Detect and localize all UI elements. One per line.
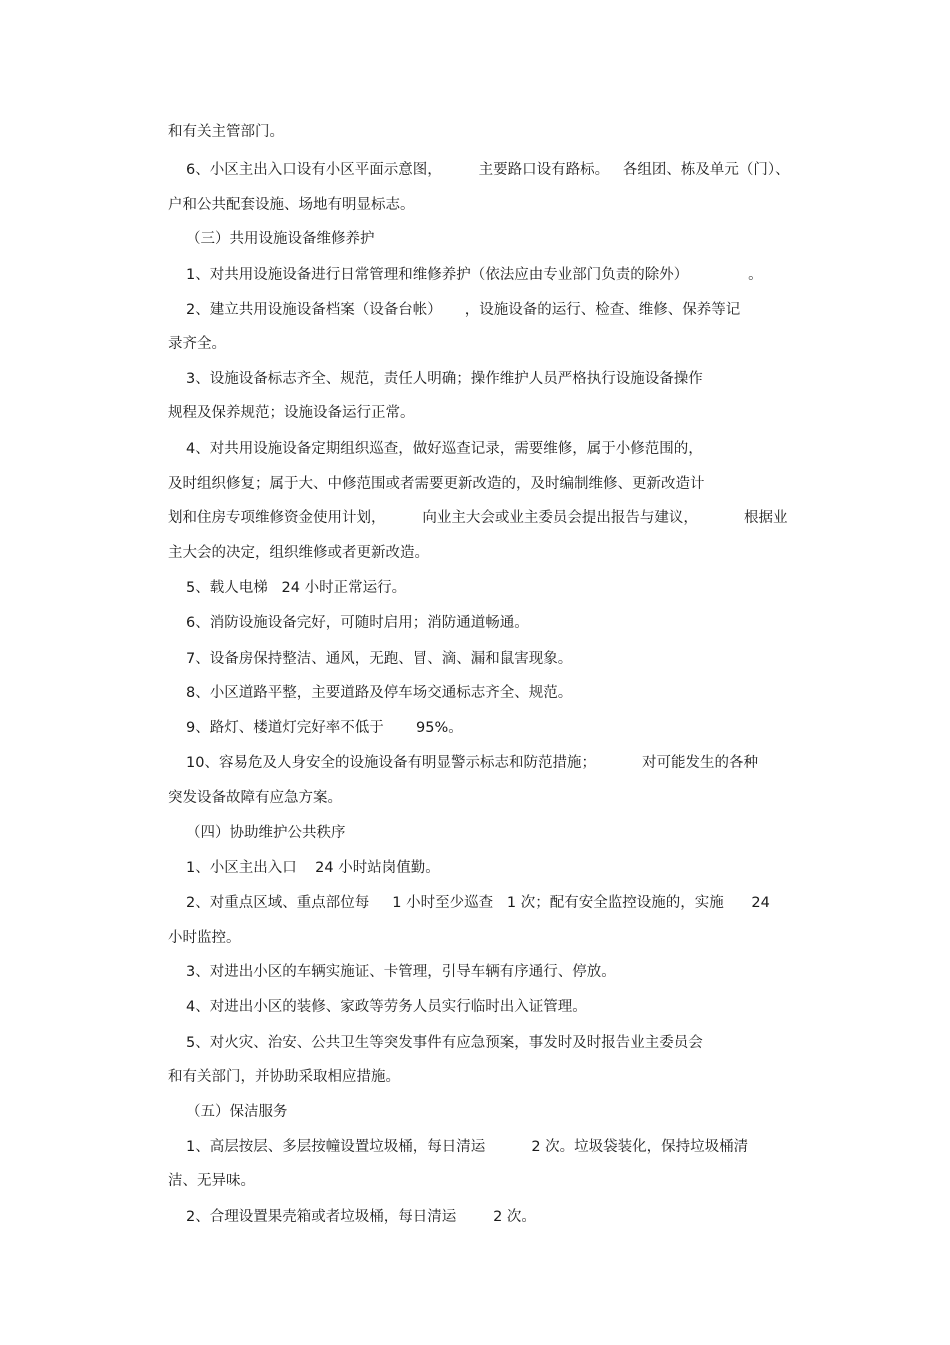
text-line: 及时组织修复；属于大、中修范围或者需要更新改造的，及时编制维修、更新改造计	[168, 476, 705, 492]
text-line: 2、合理设置果壳箱或者垃圾桶，每日清运 2 次。	[186, 1209, 536, 1225]
text-line: 5、载人电梯 24 小时正常运行。	[186, 580, 407, 596]
text-line: 突发设备故障有应急方案。	[168, 790, 342, 806]
text-line: 1、高层按层、多层按幢设置垃圾桶，每日清运 2 次。垃圾袋装化，保持垃圾桶清	[186, 1139, 749, 1155]
text-line: 录齐全。	[168, 336, 226, 352]
text-line: 6、消防设施设备完好，可随时启用；消防通道畅通。	[186, 615, 529, 631]
text-line: 户和公共配套设施、场地有明显标志。	[168, 197, 415, 213]
text-line: 3、对进出小区的车辆实施证、卡管理，引导车辆有序通行、停放。	[186, 964, 616, 980]
section-heading: （四）协助维护公共秩序	[186, 825, 346, 841]
text-line: 主大会的决定，组织维修或者更新改造。	[168, 545, 429, 561]
text-line: 规程及保养规范；设施设备运行正常。	[168, 405, 415, 421]
text-line: 4、对共用设施设备定期组织巡查，做好巡查记录，需要维修，属于小修范围的，	[186, 441, 703, 457]
text-line: 2、对重点区域、重点部位每 1 小时至少巡查 1 次；配有安全监控设施的，实施 24	[186, 895, 770, 911]
text-line: 7、设备房保持整洁、通风，无跑、冒、滴、漏和鼠害现象。	[186, 651, 573, 667]
text-line: 4、对进出小区的装修、家政等劳务人员实行临时出入证管理。	[186, 999, 587, 1015]
text-line: 6、小区主出入口设有小区平面示意图， 主要路口设有路标。 各组团、栋及单元（门）、	[186, 162, 790, 178]
text-line: 和有关主管部门。	[168, 124, 284, 140]
text-line: 10、容易危及人身安全的设施设备有明显警示标志和防范措施； 对可能发生的各种	[186, 755, 759, 771]
text-line: 划和住房专项维修资金使用计划， 向业主大会或业主委员会提出报告与建议， 根据业	[168, 510, 788, 526]
text-line: 和有关部门，并协助采取相应措施。	[168, 1069, 400, 1085]
text-line: 1、小区主出入口 24 小时站岗值勤。	[186, 860, 440, 876]
text-line: 小时监控。	[168, 930, 241, 946]
text-line: 9、路灯、楼道灯完好率不低于 95%。	[186, 720, 463, 736]
section-heading: （五）保洁服务	[186, 1104, 288, 1120]
text-line: 1、对共用设施设备进行日常管理和维修养护（依法应由专业部门负责的除外） 。	[186, 267, 763, 283]
text-line: 3、设施设备标志齐全、规范，责任人明确；操作维护人员严格执行设施设备操作	[186, 371, 703, 387]
section-heading: （三）共用设施设备维修养护	[186, 231, 375, 247]
text-line: 2、建立共用设施设备档案（设备台帐） ，设施设备的运行、检查、维修、保养等记	[186, 302, 741, 318]
text-line: 洁、无异味。	[168, 1173, 255, 1189]
text-line: 5、对火灾、治安、公共卫生等突发事件有应急预案，事发时及时报告业主委员会	[186, 1035, 703, 1051]
text-line: 8、小区道路平整，主要道路及停车场交通标志齐全、规范。	[186, 685, 573, 701]
